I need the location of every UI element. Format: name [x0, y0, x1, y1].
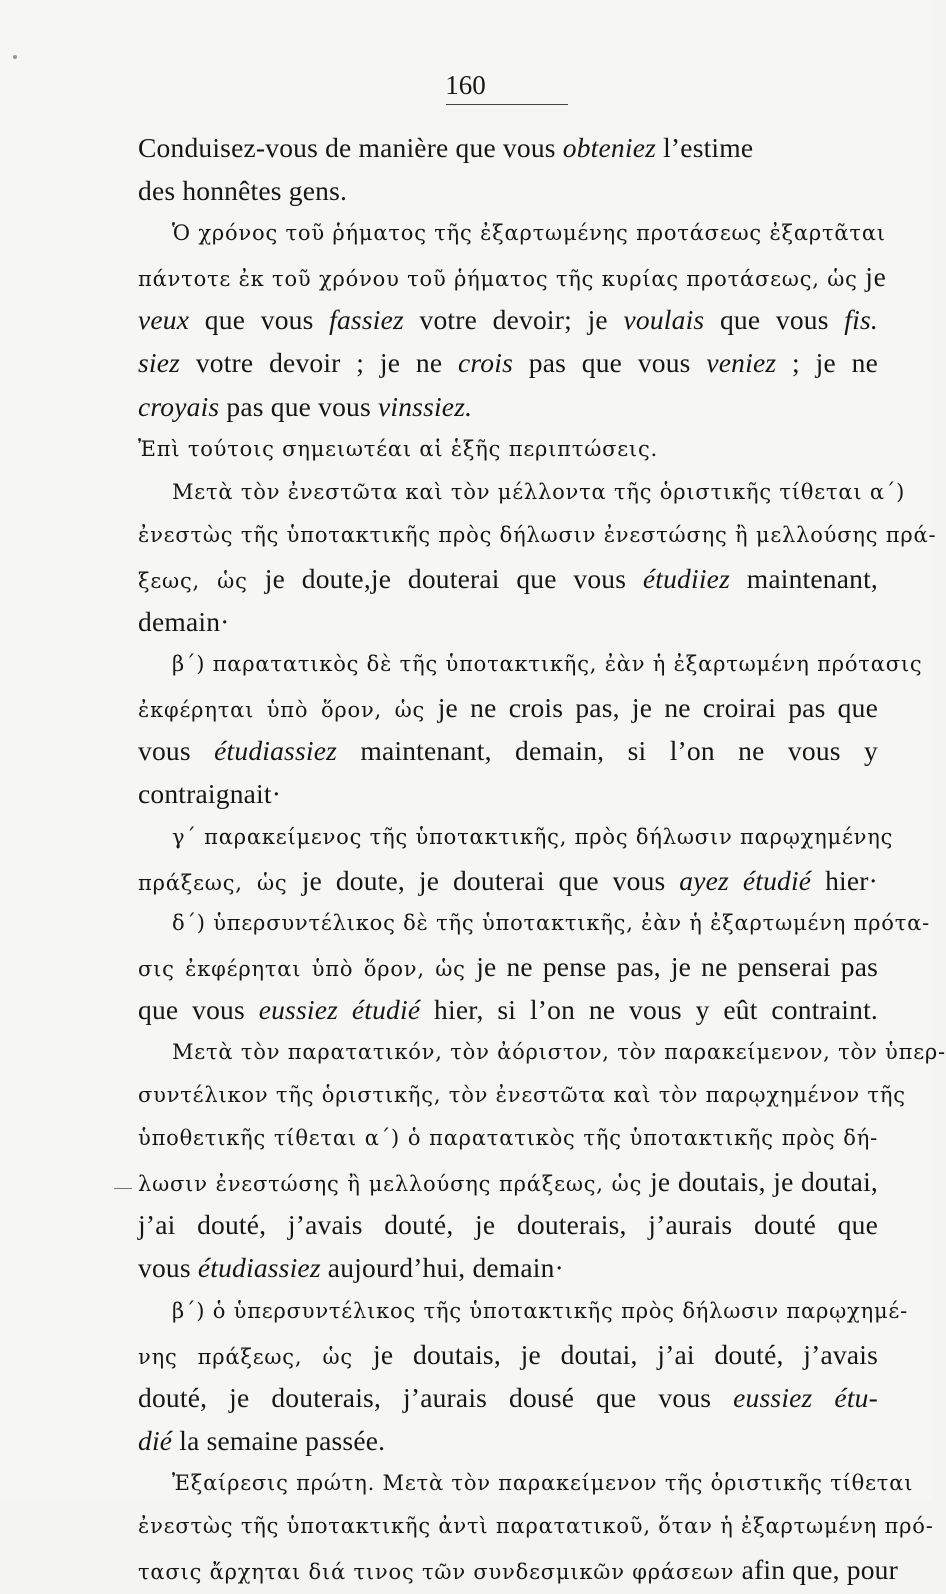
text-segment: Ἐξαίρεσις πρώτη. Μετὰ τὸν παρακείμενον τῆς ὁριστικῆς τίθεται	[172, 1470, 914, 1495]
text-line	[138, 859, 878, 902]
text-line	[138, 1505, 934, 1548]
text-segment: je ne pense pas, je ne penserai pas	[476, 950, 879, 982]
text-segment: que vous	[704, 304, 845, 336]
italic-term: étudiassiez	[197, 1252, 321, 1284]
italic-term: ayez étudié	[679, 864, 812, 896]
edge-mark	[13, 55, 17, 59]
text-segment: la semaine passée.	[172, 1424, 386, 1456]
text-segment: pas que vous	[513, 347, 707, 379]
italic-term: fassiez	[329, 304, 404, 336]
text-line	[138, 643, 923, 686]
text-line	[138, 1290, 908, 1333]
italic-term: veniez	[706, 347, 777, 379]
text-line	[138, 686, 878, 729]
italic-term: vinssiez.	[377, 390, 473, 422]
text-segment: τασις ἄρχηται διά τινος τῶν συνδεσμικῶν φράσεων	[138, 1560, 742, 1585]
text-segment: γ΄ παρακείμενος τῆς ὑποτακτικῆς, πρὸς δήλωσιν παρῳχημένης	[172, 824, 894, 849]
text-line	[138, 471, 906, 514]
text-segment: je	[865, 261, 887, 293]
text-segment: l’estime	[656, 132, 754, 163]
text-segment: je doutais, je doutai,	[650, 1166, 878, 1198]
italic-term: veux	[138, 304, 190, 336]
margin-mark	[114, 1188, 132, 1189]
italic-term: croyais	[138, 390, 220, 422]
text-segment: j’ai douté, j’avais douté, je douterais, j’aurais douté que	[138, 1209, 878, 1241]
italic-term: eussiez étu-	[733, 1381, 878, 1413]
text-segment: vous	[138, 1252, 198, 1284]
text-segment: β΄) παρατατικὸς δὲ τῆς ὑποτακτικῆς, ἐὰν ἡ ἐξαρτωμένη πρότασις	[172, 652, 923, 677]
italic-term: obteniez	[562, 132, 657, 163]
text-segment: Μετὰ τὸν παρατατικόν, τὸν ἀόριστον, τὸν παρακείμενον, τὸν ὑπερ-	[172, 1039, 946, 1064]
text-segment: votre devoir; je	[403, 304, 624, 336]
text-segment: hier·	[811, 864, 878, 896]
text-segment: hier, si l’on ne vous y eût contraint.	[420, 993, 879, 1025]
text-line	[138, 557, 878, 600]
italic-term: eussiez étudié	[258, 993, 421, 1025]
text-line	[138, 1031, 946, 1074]
text-line	[138, 1117, 878, 1160]
page-number-rule	[446, 104, 568, 105]
text-segment: Conduisez-vous de manière que vous	[138, 132, 563, 163]
text-segment: que vous	[189, 304, 330, 336]
text-line	[138, 428, 878, 471]
text-line	[138, 902, 931, 945]
text-segment: demain·	[138, 606, 230, 638]
text-segment: aujourd’hui, demain·	[320, 1252, 564, 1284]
text-segment: votre devoir ; je ne	[180, 347, 459, 379]
page-number: 160	[445, 70, 486, 100]
text-segment: σις ἐκφέρηται ὑπὸ ὅρον, ὡς	[138, 956, 477, 981]
text-line	[138, 1246, 878, 1289]
text-line	[138, 600, 878, 643]
text-segment: ἐνεστὼς τῆς ὑποτακτικῆς ἀντὶ παρατατικοῦ, ὅταν ἡ ἐξαρτωμένη πρό-	[138, 1514, 934, 1538]
text-line	[138, 126, 878, 169]
text-line	[138, 729, 878, 772]
italic-term: fis.	[844, 304, 878, 336]
text-segment: συντέλικον τῆς ὁριστικῆς, τὸν ἐνεστῶτα καὶ τὸν παρῳχημένον τῆς	[138, 1083, 906, 1108]
italic-term: siez	[138, 347, 181, 379]
text-line	[138, 945, 878, 988]
text-line	[138, 1462, 914, 1505]
text-segment: douté, je douterais, j’aurais dousé que vous	[138, 1381, 734, 1413]
text-segment: contraignait·	[138, 778, 282, 810]
text-segment: νης πράξεως, ὡς	[138, 1344, 374, 1369]
text-segment: maintenant,	[730, 562, 878, 594]
text-segment: δ΄) ὑπερσυντέλικος δὲ τῆς ὑποτακτικῆς, ἐὰν ἡ ἐξαρτωμένη πρότα-	[172, 910, 931, 935]
text-line	[138, 1333, 878, 1376]
page-body	[138, 126, 946, 1591]
text-line	[138, 1160, 878, 1203]
italic-term: voulais	[623, 304, 705, 336]
text-line	[138, 1203, 878, 1246]
text-segment: je doutais, je doutai, j’ai douté, j’avais	[373, 1338, 879, 1370]
italic-term: dié	[138, 1424, 173, 1456]
italic-term: crois	[458, 347, 513, 379]
text-segment: vous	[138, 735, 215, 767]
text-segment: λωσιν ἐνεστώσης ἢ μελλούσης πράξεως, ὡς	[138, 1172, 651, 1197]
text-segment: je doute, je douterai que vous	[301, 864, 680, 896]
text-segment: ; je ne	[776, 347, 878, 379]
text-line	[138, 385, 878, 428]
text-line	[138, 298, 878, 341]
text-line	[138, 1548, 898, 1591]
text-segment: ἐκφέρηται ὑπὸ ὅρον, ὡς	[138, 698, 438, 723]
text-segment: je doute,je douterai que vous	[264, 562, 643, 594]
text-segment: ὑποθετικῆς τίθεται α΄) ὁ παρατατικὸς τῆς ὑποτακτικῆς πρὸς δή-	[138, 1126, 878, 1151]
text-segment: Ὁ χρόνος τοῦ ῥήματος τῆς ἐξαρτωμένης προτάσεως ἐξαρτᾶται	[172, 221, 886, 246]
text-segment: des honnêtes gens.	[138, 175, 348, 207]
text-line	[138, 772, 878, 815]
text-segment: que vous	[138, 993, 259, 1025]
text-line	[138, 255, 887, 298]
text-line	[138, 1074, 906, 1117]
text-segment: ἐνεστὼς τῆς ὑποτακτικῆς πρὸς δήλωσιν ἐνεστώσης ἢ μελλούσης πρά-	[138, 522, 937, 547]
text-line	[138, 988, 878, 1031]
text-segment: πράξεως, ὡς	[138, 870, 302, 895]
text-segment: ξεως, ὡς	[138, 568, 265, 593]
text-line	[138, 816, 894, 859]
text-segment: Μετὰ τὸν ἐνεστῶτα καὶ τὸν μέλλοντα τῆς ὁριστικῆς τίθεται α΄)	[172, 479, 906, 504]
text-line	[138, 341, 878, 384]
text-segment: afin que, pour	[741, 1554, 898, 1586]
italic-term: étudiiez	[642, 562, 730, 594]
text-line	[138, 1376, 878, 1419]
text-segment: πάντοτε ἐκ τοῦ χρόνου τοῦ ῥήματος τῆς κυρίας προτάσεως, ὡς	[138, 267, 866, 292]
text-segment: pas que vous	[219, 390, 378, 422]
text-segment: Ἐπὶ τούτοις σημειωτέαι αἱ ἑξῆς περιπτώσεις.	[138, 436, 659, 461]
text-line	[138, 514, 937, 557]
text-line	[138, 1419, 878, 1462]
text-line	[138, 212, 886, 255]
text-segment: β΄) ὁ ὑπερσυντέλικος τῆς ὑποτακτικῆς πρὸς δήλωσιν παρῳχημέ-	[172, 1298, 908, 1323]
text-segment: je ne crois pas, je ne croirai pas que	[437, 692, 878, 724]
text-line	[138, 169, 878, 212]
text-segment: maintenant, demain, si l’on ne vous y	[337, 735, 878, 767]
italic-term: étudiassiez	[214, 735, 338, 767]
